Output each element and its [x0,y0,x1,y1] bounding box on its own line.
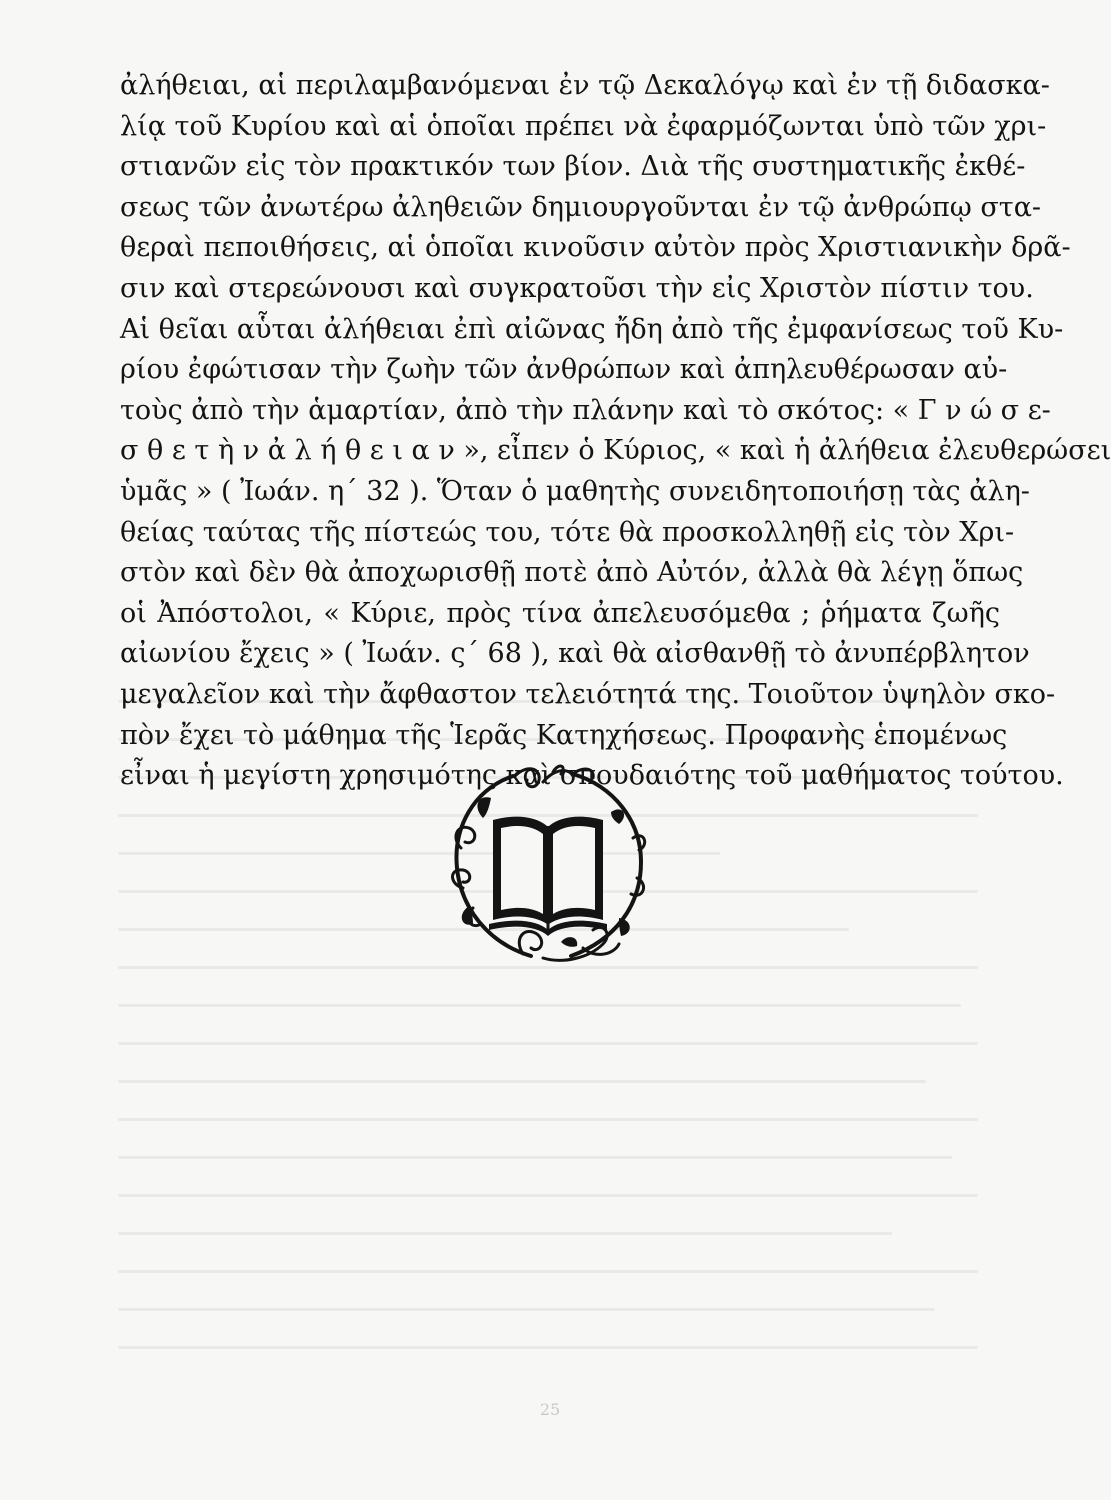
text-line: θεραὶ πεποιθήσεις, αἱ ὁποῖαι κινοῦσιν αὐτὸν πρὸς Χριστιανικὴν δρᾶ- [120,232,1071,264]
text-line: Αἱ θεῖαι αὗται ἀλήθειαι ἐπὶ αἰῶνας ἤδη ἀπὸ τῆς ἐμφανίσεως τοῦ Κυ- [120,313,1064,345]
text-line: στιανῶν εἰς τὸν πρακτικόν των βίον. Διὰ τῆς συστηματικῆς ἐκθέ- [120,151,1026,183]
text-line: ρίου ἐφώτισαν τὴν ζωὴν τῶν ἀνθρώπων καὶ ἀπηλευθέρωσαν αὐ- [120,354,1008,386]
text-line: ἀλήθειαι, αἱ περιλαμβανόμεναι ἐν τῷ Δεκαλόγῳ καὶ ἐν τῇ διδασκα- [120,70,1050,101]
text-line: σ θ ε τ ὴ ν ἀ λ ή θ ε ι α ν », εἶπεν ὁ Κύριος, « καὶ ἡ ἀλήθεια ἐλευθερώσει [120,435,1111,467]
text-line: στὸν καὶ δὲν θὰ ἀποχωρισθῇ ποτὲ ἀπὸ Αὐτόν, ἀλλὰ θὰ λέγῃ ὅπως [120,557,1024,589]
text-line: ὑμᾶς » ( Ἰωάν. η΄ 32 ). Ὅταν ὁ μαθητὴς συνειδητοποιήσῃ τὰς ἀλη- [120,475,1030,507]
text-line: σιν καὶ στερεώνουσι καὶ συγκρατοῦσι τὴν εἰς Χριστὸν πίστιν του. [120,272,1034,304]
page-number: 25 [539,1400,561,1419]
text-line: θείας ταύτας τῆς πίστεώς του, τότε θὰ προσκολληθῇ εἰς τὸν Χρι- [120,516,1015,548]
body-paragraph [120,66,1111,797]
text-line: σεως τῶν ἀνωτέρω ἀληθειῶν δημιουργοῦνται ἐν τῷ ἀνθρώπῳ στα- [120,191,1042,223]
text-line: εἶναι ἡ μεγίστη χρησιμότης καὶ σπουδαιότης τοῦ μαθήματος τούτου. [120,760,1064,792]
text-line: πὸν ἔχει τὸ μάθημα τῆς Ἱερᾶς Κατηχήσεως. Προφανὴς ἑπομένως [120,719,1008,751]
open-book-wreath-icon [443,758,653,968]
text-line: αἰωνίου ἔχεις » ( Ἰωάν. ς΄ 68 ), καὶ θὰ αἰσθανθῇ τὸ ἀνυπέρβλητον [120,638,1030,670]
text-line: τοὺς ἀπὸ τὴν ἁμαρτίαν, ἀπὸ τὴν πλάνην καὶ τὸ σκότος: « Γ ν ώ σ ε- [120,394,1051,426]
text-line: λίᾳ τοῦ Κυρίου καὶ αἱ ὁποῖαι πρέπει νὰ ἐφαρμόζωνται ὑπὸ τῶν χρι- [120,110,1047,142]
text-line: οἱ Ἀπόστολοι, « Κύριε, πρὸς τίνα ἀπελευσόμεθα ; ῥήματα ζωῆς [120,597,1000,629]
text-line: μεγαλεῖον καὶ τὴν ἄφθαστον τελειότητά της. Τοιοῦτον ὑψηλὸν σκο- [120,678,1056,710]
